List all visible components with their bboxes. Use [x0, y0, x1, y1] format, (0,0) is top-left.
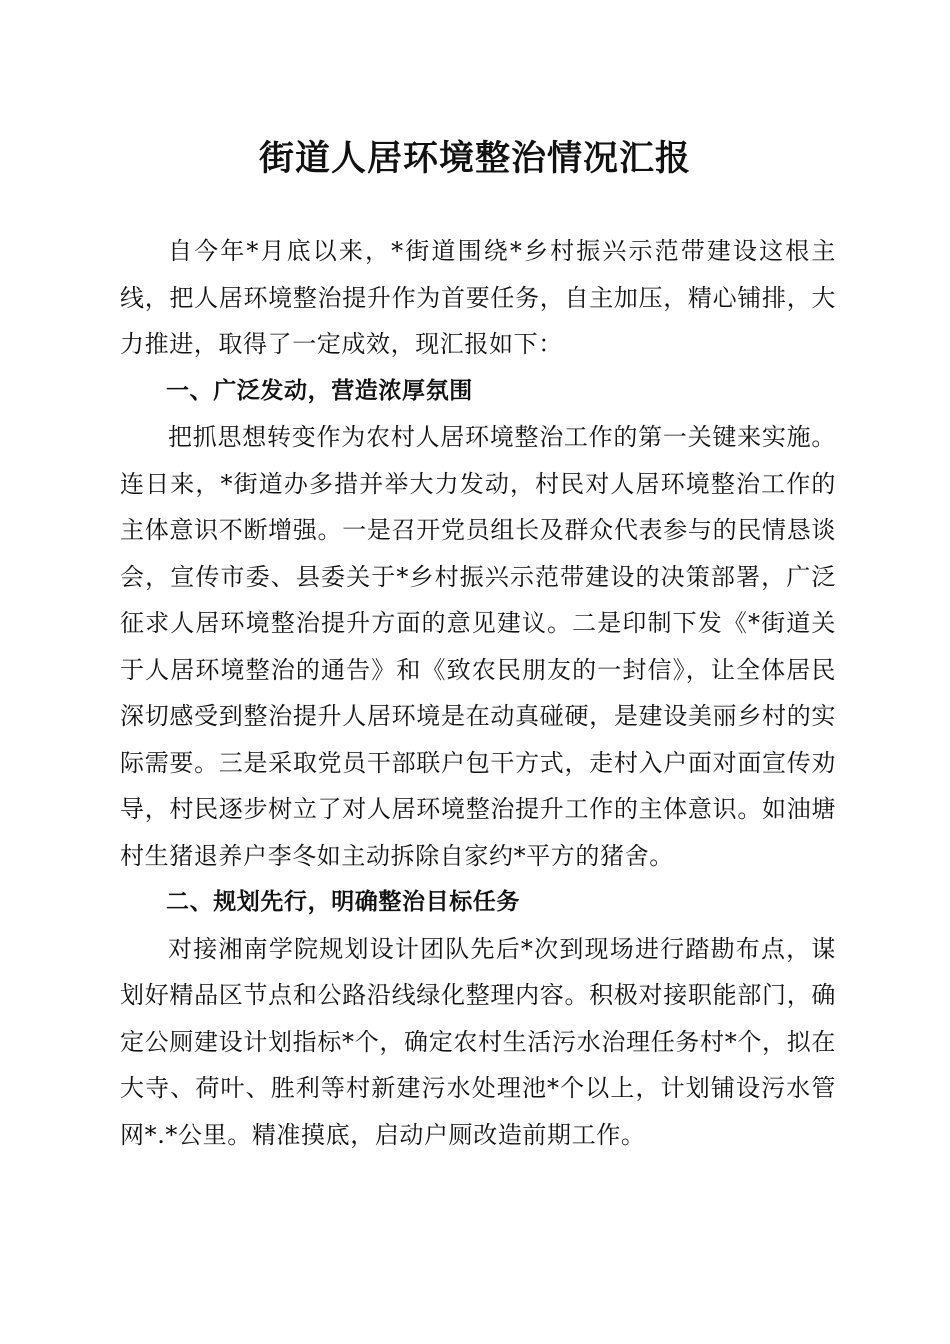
section-2-heading: 二、规划先行，明确整治目标任务: [166, 889, 520, 915]
section-2-paragraph: 对接湘南学院规划设计团队先后*次到现场进行踏勘布点，谋划好精品区节点和公路沿线绿化整理内容。积极对接职能部门，确定公厕建设计划指标*个，确定农村生活污水治理任务村*个，拟在大寺、荷叶、胜利等村新建污水处理池*个以上，计划铺设污水管网*.*公里。精准摸底，启动户厕改造前期工作。: [120, 934, 836, 1149]
intro-paragraph: 自今年*月底以来，*街道围绕*乡村振兴示范带建设这根主线，把人居环境整治提升作为首要任务，自主加压，精心铺排，大力推进，取得了一定成效，现汇报如下：: [120, 237, 836, 358]
document-title: 街道人居环境整治情况汇报: [258, 138, 691, 179]
section-1-heading: 一、广泛发动，营造浓厚氛围: [166, 377, 473, 404]
document-body: [120, 228, 836, 1158]
section-1-paragraph: 把抓思想转变作为农村人居环境整治工作的第一关键来实施。连日来，*街道办多措并举大力发动，村民对人居环境整治工作的主体意识不断增强。一是召开党员组长及群众代表参与的民情恳谈会，宣传市委、县委关于*乡村振兴示范带建设的决策部署，广泛征求人居环境整治提升方面的意见建议。二是印制下发《*街道关于人居环境整治的通告》和《致农民朋友的一封信》，让全体居民深切感受到整治提升人居环境是在动真碰硬，是建设美丽乡村的实际需要。三是采取党员干部联户包干方式，走村入户面对面宣传劝导，村民逐步树立了对人居环境整治提升工作的主体意识。如油塘村生猪退养户李冬如主动拆除自家约*平方的猪舍。: [120, 423, 836, 870]
